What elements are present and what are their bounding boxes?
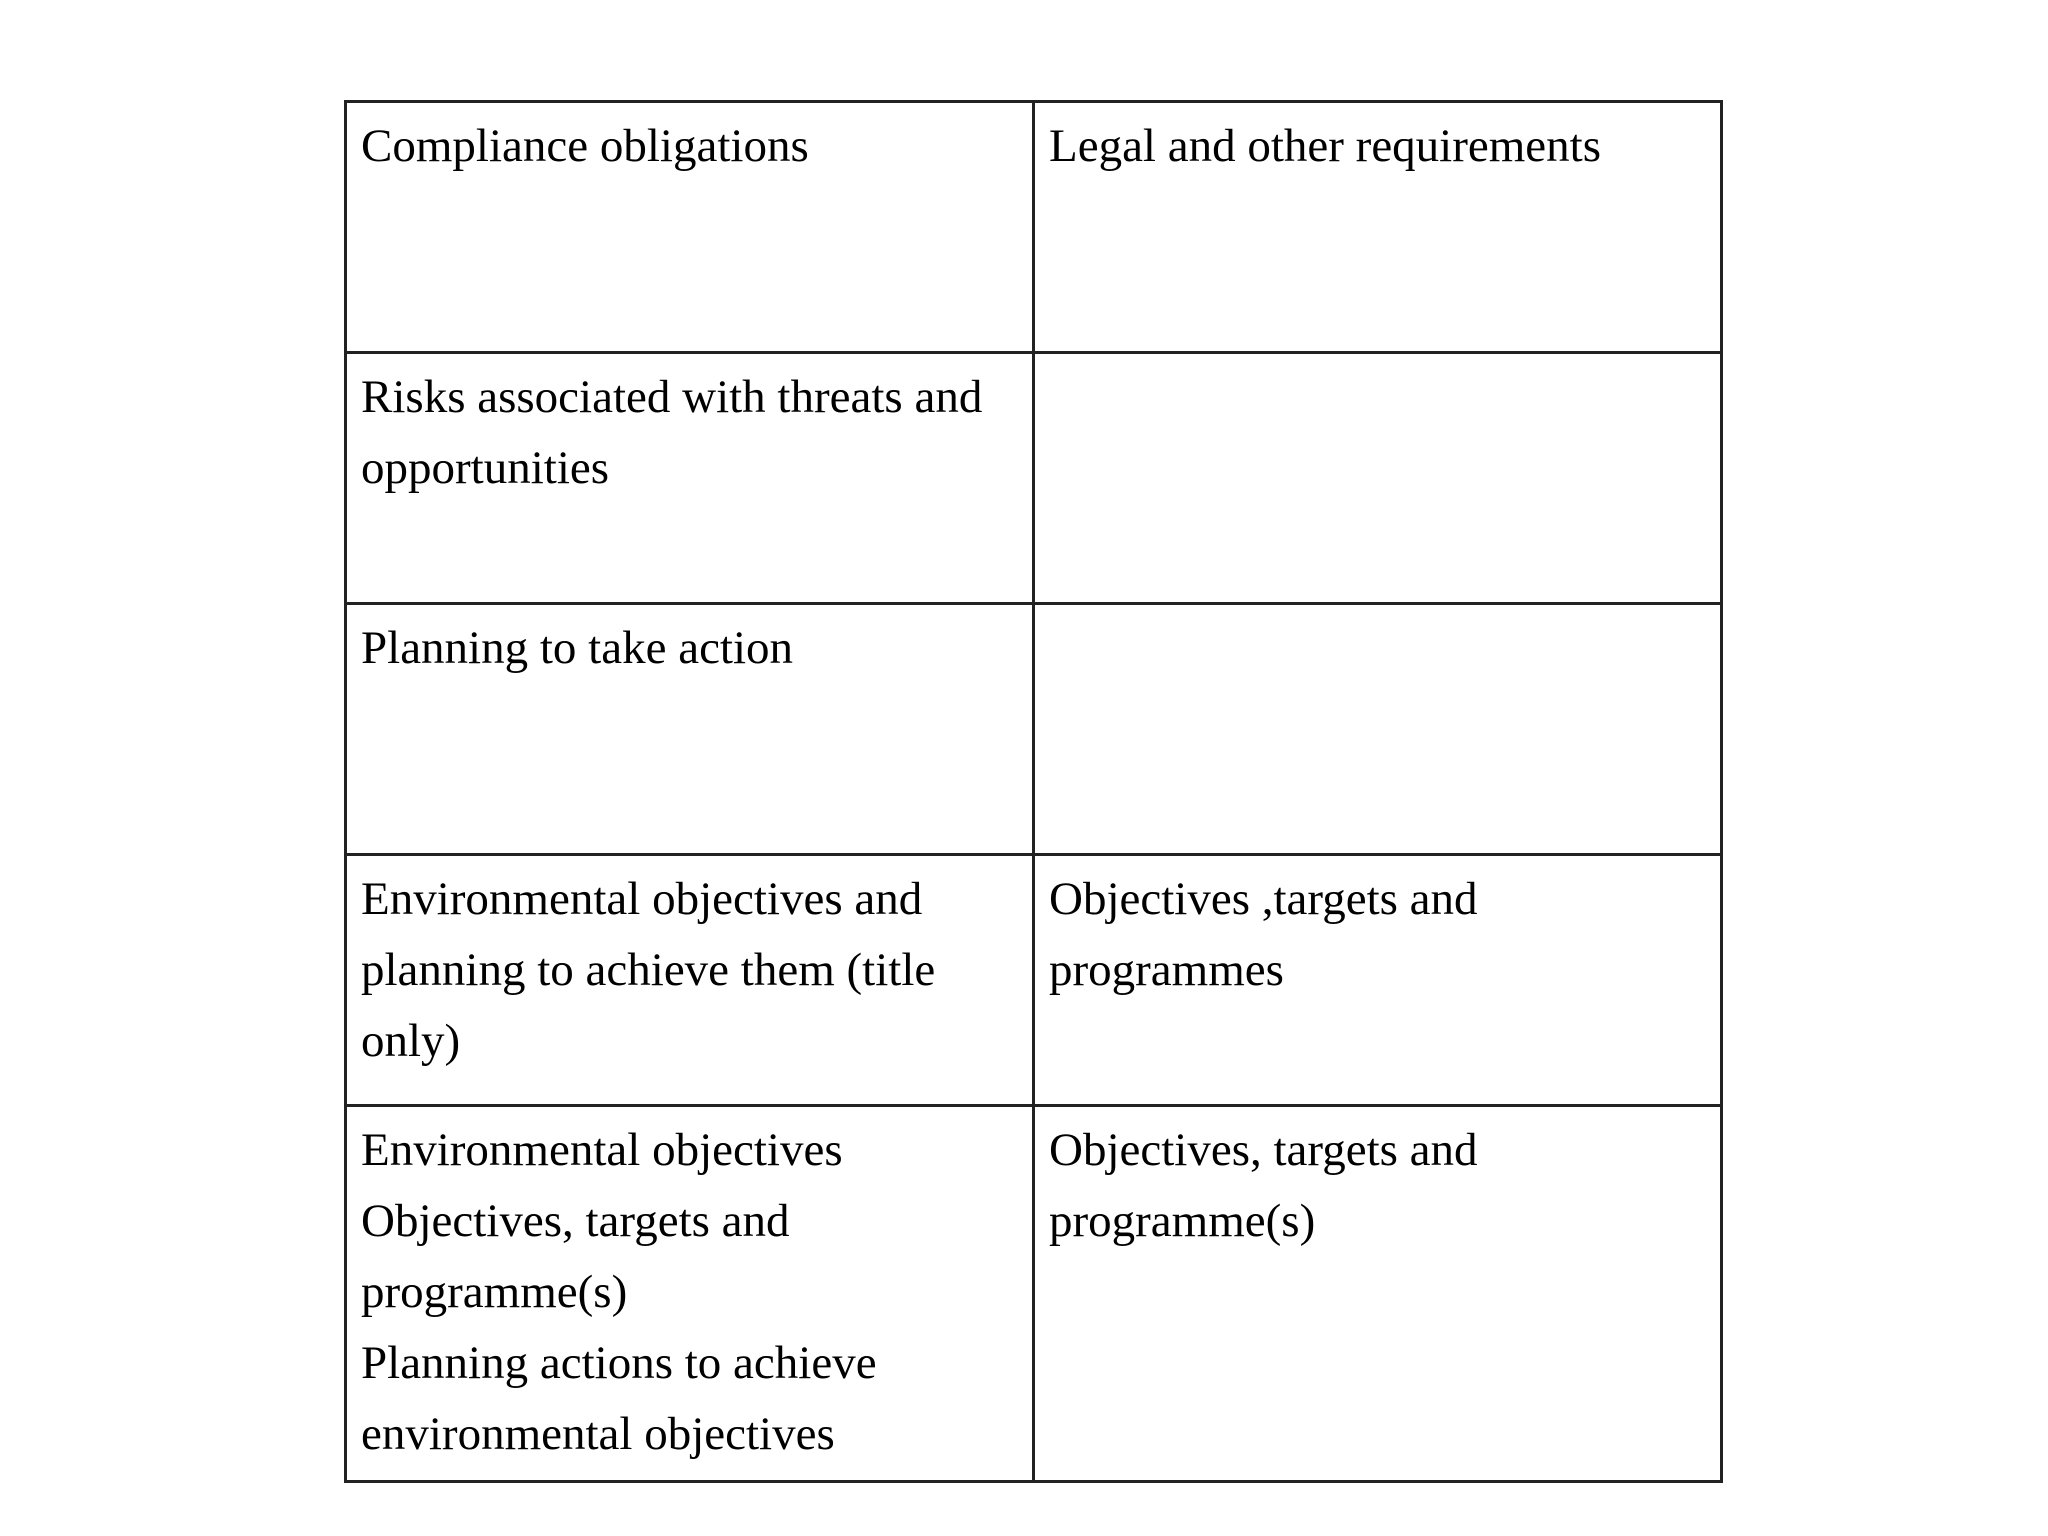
cell-text: Planning actions to achieve environmental objectives (361, 1337, 877, 1460)
table-cell-right (1034, 855, 1722, 1106)
table-cell-right (1034, 102, 1722, 353)
table-row (346, 1106, 1722, 1482)
table-row (346, 353, 1722, 604)
cell-text: Compliance obligations (361, 120, 809, 172)
table-cell-left (346, 102, 1034, 353)
table-cell-left (346, 353, 1034, 604)
cell-text: Objectives ,targets and programmes (1049, 873, 1478, 996)
cell-text: Planning to take action (361, 622, 794, 674)
cell-text: Objectives, targets and programme(s) (1049, 1124, 1478, 1247)
cell-text: Legal and other requirements (1049, 120, 1602, 172)
cell-text: Environmental objectives and planning to achieve them (title only) (361, 873, 936, 1067)
table-cell-right (1034, 1106, 1722, 1482)
table-cell-right-empty (1034, 353, 1722, 604)
table-cell-left (346, 855, 1034, 1106)
cell-text: Objectives, targets and programme(s) (361, 1195, 790, 1318)
cell-text: Risks associated with threats and opportunities (361, 371, 983, 494)
table-cell-left (346, 1106, 1034, 1482)
table-row (346, 604, 1722, 855)
comparison-table (344, 100, 1723, 1483)
table-row (346, 855, 1722, 1106)
cell-text: Environmental objectives (361, 1124, 843, 1176)
table-row (346, 102, 1722, 353)
table-cell-right-empty (1034, 604, 1722, 855)
table-cell-left (346, 604, 1034, 855)
